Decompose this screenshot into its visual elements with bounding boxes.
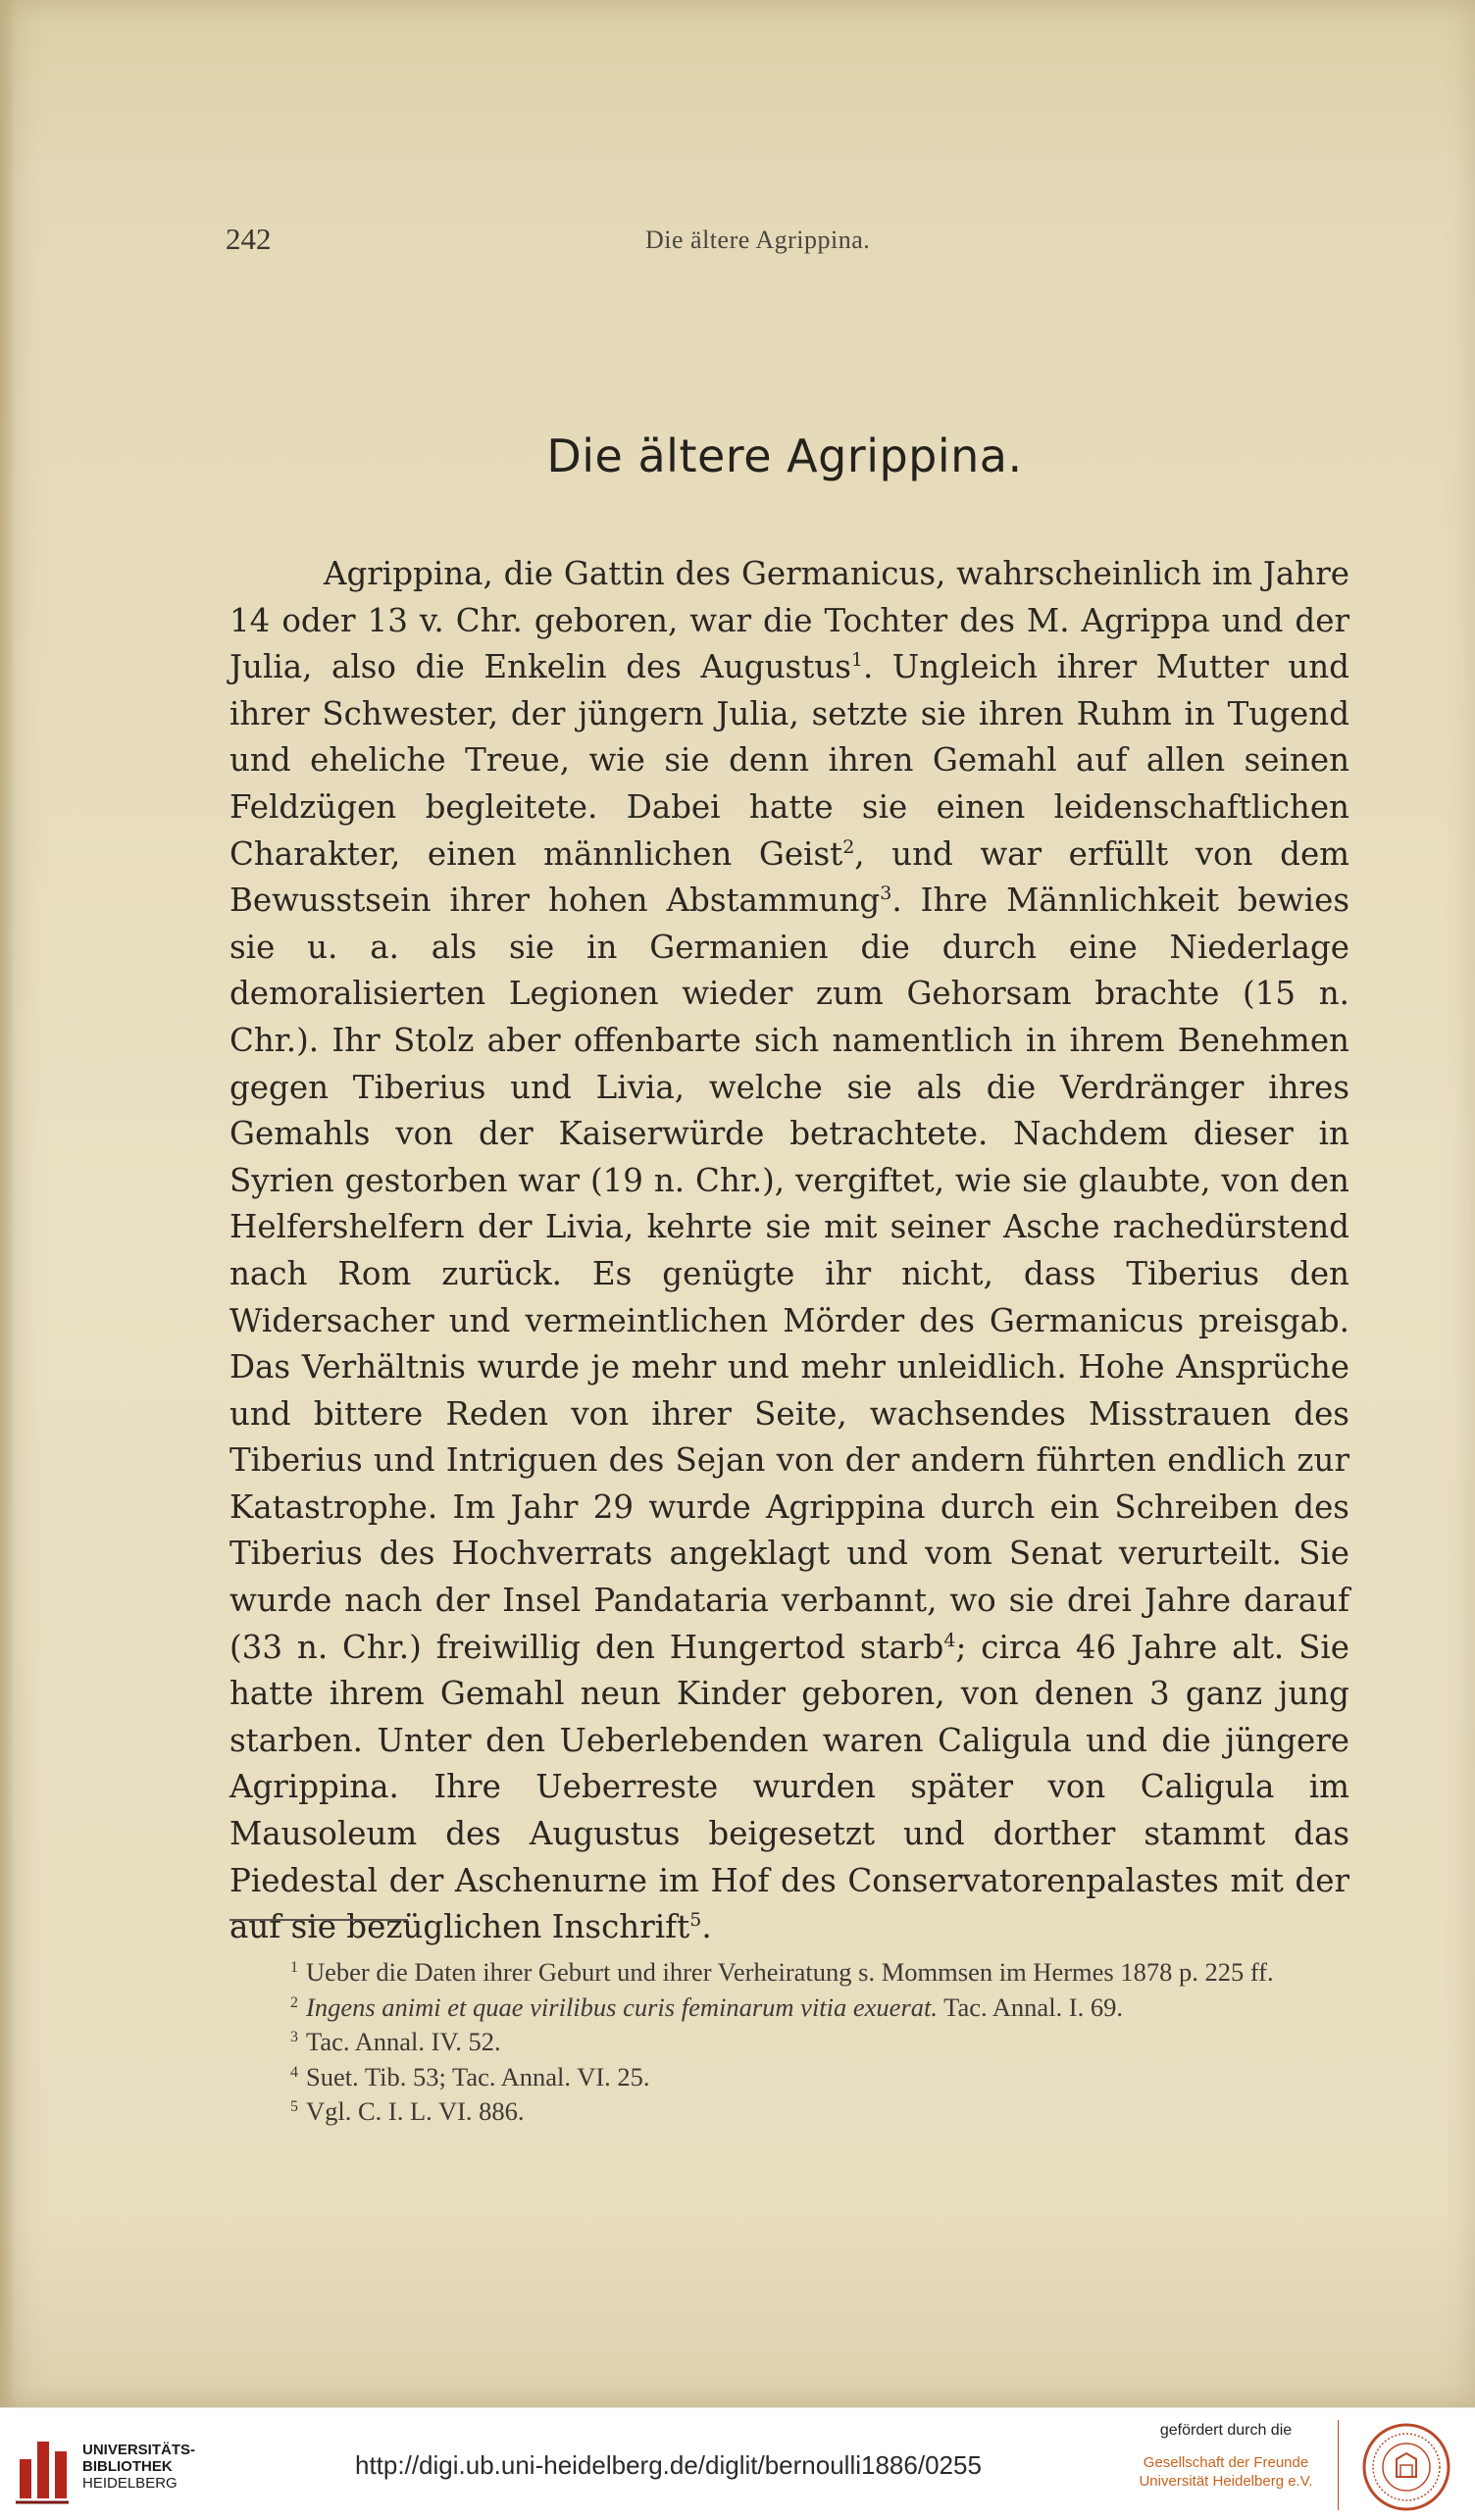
footnote-divider	[229, 1919, 408, 1921]
footnote-ref: 3	[880, 882, 892, 905]
footnotes	[229, 1955, 1349, 2130]
footnote-ref: 5	[689, 1909, 702, 1932]
footnote-ref: 1	[850, 649, 863, 672]
footnote-mark: 3	[290, 2029, 298, 2045]
sponsor-name-line: Gesellschaft der Freunde	[1143, 2454, 1309, 2471]
text-run: , und war erfüllt von dem Bewusstsein ihrer hohen Abstammung	[229, 834, 1349, 920]
body-text	[229, 551, 1349, 1951]
footnote-text: Tac. Annal. I. 69.	[938, 1991, 1124, 2022]
footnote	[229, 2025, 1349, 2060]
footnote-text: Suet. Tib. 53; Tac. Annal. VI. 25.	[306, 2061, 650, 2092]
page-edge-shadow	[0, 0, 16, 2407]
text-run: .	[701, 1908, 712, 1946]
footnote	[229, 1955, 1349, 1991]
library-name-line: BIBLIOTHEK	[82, 2458, 173, 2475]
text-run: . Ihre Männlichkeit bewies sie u. a. als sie in Germanien die durch eine Niederlage demoralisierten Legionen wieder zum Gehorsam brachte (15 n. Chr.). Ihr Stolz aber offenbarte sich namentlich in ihrem Benehmen gegen Tiberius und Livia, welche sie als die Verdränger ihres Gemahls von der Kaiserwürde betrachtete. Nachdem dieser in Syrien gestorben war (19 n. Chr.), vergiftet, wie sie glaubte, von den Helfershelfern der Livia, kehrte sie mit seiner Asche rachedürstend nach Rom zurück. Es genügte ihr nicht, dass Tiberius den Widersacher und vermeintlichen Mörder des Germanicus preisgab. Das Verhältnis wurde je mehr und mehr unleidlich. Hohe Ansprüche und bittere Reden von ihrer Seite, wachsendes Misstrauen des Tiberius und Intriguen des Sejan von der andern führten endlich zur Katastrophe. Im Jahr 29 wurde Agrippina durch ein Schreiben des Tiberius des Hochverrats angeklagt und vom Senat verurteilt. Sie wurde nach der Insel Pandataria verbannt, wo sie drei Jahre darauf (33 n. Chr.) freiwillig den Hungertod starb	[229, 882, 1349, 1666]
sponsor-name-line: Universität Heidelberg e.V.	[1139, 2473, 1313, 2490]
footnote-mark: 4	[290, 2063, 298, 2081]
footnote-mark: 5	[290, 2098, 298, 2115]
running-head	[226, 222, 1363, 261]
library-name[interactable]	[82, 2442, 269, 2492]
footnote	[229, 2094, 1349, 2130]
footnote-text: Ueber die Daten ihrer Geburt und ihrer Verheiratung s. Mommsen im Hermes 1878 p. 225 ff.	[306, 1957, 1274, 1987]
footnote	[229, 2060, 1349, 2095]
library-name-line: UNIVERSITÄTS-	[82, 2442, 196, 2458]
footnote-mark: 2	[290, 1993, 298, 2011]
text-run: . Ungleich ihrer Mutter und ihrer Schwester, der jüngern Julia, setzte sie ihren Ruhm in Tugend und eheliche Treue, wie sie denn ihren Gemahl auf allen seinen Feldzügen begleitete. Dabei hatte sie einen leidenschaftlichen Charakter, einen männlichen Geist	[229, 648, 1349, 873]
sponsor-caption: gefördert durch die	[1159, 2422, 1293, 2439]
body-paragraph	[229, 551, 1349, 1951]
footnote-quote: Ingens animi et quae virilibus curis feminarum vitia exuerat.	[306, 1991, 938, 2022]
page-number: 242	[226, 222, 272, 256]
running-head-title: Die ältere Agrippina.	[645, 226, 871, 254]
sponsor-divider	[1338, 2420, 1339, 2510]
permalink-url[interactable]: http://digi.ub.uni-heidelberg.de/diglit/bernoulli1886/0255	[355, 2450, 982, 2480]
sponsor-block[interactable]	[1128, 2422, 1324, 2491]
digitization-banner	[0, 2407, 1475, 2520]
library-name-line: HEIDELBERG	[82, 2475, 178, 2492]
university-seal-icon	[1357, 2422, 1455, 2512]
footnote-mark: 1	[290, 1959, 298, 1976]
footnote-ref: 4	[943, 1629, 956, 1651]
text-run: ; circa 46 Jahre alt. Sie hatte ihrem Gemahl neun Kinder geboren, von denen 3 ganz jung starben. Unter den Ueberlebenden waren Caligula und die jüngere Agrippina. Ihre Ueberreste wurden später von Caligula im Mausoleum des Augustus beigesetzt und dorther stammt das Piedestal der Aschenurne im Hof des Conservatorenpalastes mit der auf sie bezüglichen Inschrift	[229, 1628, 1350, 1946]
library-logo-icon[interactable]	[14, 2430, 71, 2506]
text-run: Agrippina, die Gattin des Germanicus, wahrscheinlich im Jahre 14 oder 13 v. Chr. geboren, war die Tochter des M. Agrippa und der Julia, also die Enkelin des Augustus	[229, 555, 1349, 686]
chapter-title: Die ältere Agrippina.	[546, 429, 1023, 482]
footnote-ref: 2	[842, 835, 855, 858]
footnote-text: Vgl. C. I. L. VI. 886.	[306, 2096, 525, 2126]
footnote-text: Tac. Annal. IV. 52.	[306, 2027, 501, 2056]
footnote	[229, 1991, 1349, 2026]
